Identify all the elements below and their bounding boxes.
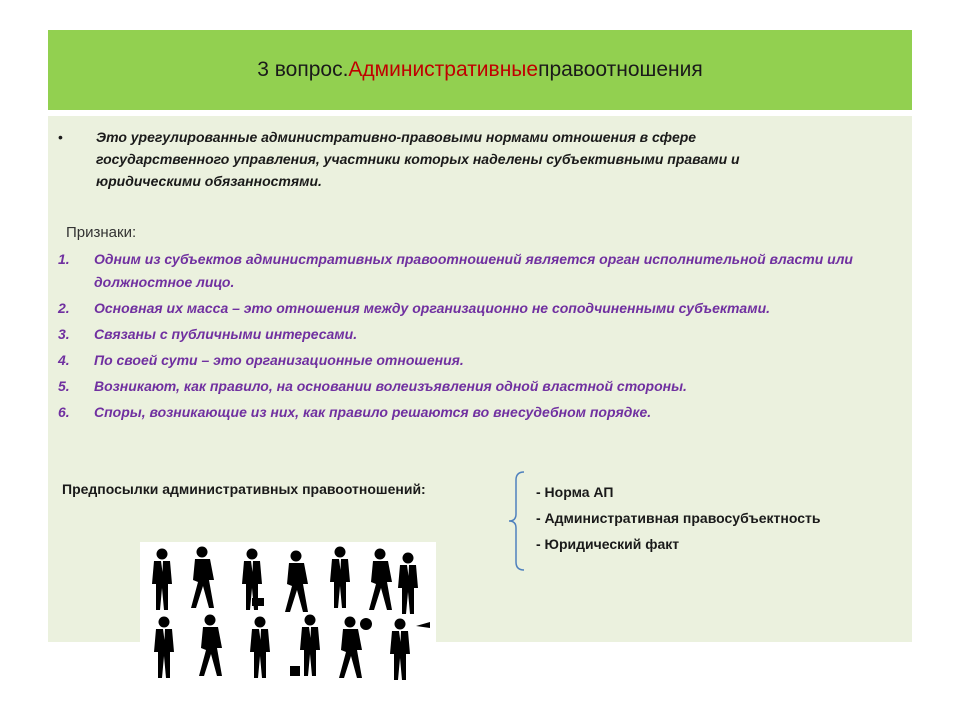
list-number: 5. (58, 378, 70, 394)
list-item (58, 248, 888, 294)
signs-list (58, 248, 888, 427)
list-item (58, 349, 888, 372)
list-text: Возникают, как правило, на основании волеизъявления одной властной стороны. (94, 378, 687, 394)
list-text: Одним из субъектов административных правоотношений является орган исполнительной власти или должностное лицо. (94, 251, 853, 290)
list-text: Основная их масса – это отношения между организационно не соподчиненными субъектами. (94, 300, 771, 316)
signs-label: Признаки: (66, 224, 137, 241)
prerequisites-label: Предпосылки административных правоотношений: (62, 481, 426, 497)
definition-text: Это урегулированные административно-правовыми нормами отношения в сфере государственного управления, участники которых наделены субъективными правами и юридическими обязанностями. (96, 129, 740, 189)
definition-paragraph (58, 126, 822, 192)
list-number: 1. (58, 251, 70, 267)
list-item (58, 375, 888, 398)
bullet-icon: • (58, 129, 63, 145)
slide-title (48, 30, 912, 110)
list-item (58, 297, 888, 320)
title-prefix: 3 вопрос. (257, 58, 349, 81)
list-number: 2. (58, 300, 70, 316)
title-accent: Административные (348, 58, 539, 81)
list-text: По своей сути – это организационные отношения. (94, 352, 464, 368)
list-item: - Норма АП (536, 484, 614, 500)
list-item (58, 323, 888, 346)
list-item: - Административная правосубъектность (536, 510, 821, 526)
prerequisites-list (536, 481, 820, 559)
business-people-silhouettes-icon (140, 542, 436, 682)
list-item (58, 401, 888, 424)
curly-brace-icon (506, 470, 528, 577)
list-number: 3. (58, 326, 70, 342)
list-item: - Юридический факт (536, 536, 680, 552)
list-number: 6. (58, 404, 70, 420)
list-number: 4. (58, 352, 70, 368)
title-suffix: правоотношения (538, 58, 703, 81)
list-text: Связаны с публичными интересами. (94, 326, 358, 342)
list-text: Споры, возникающие из них, как правило решаются во внесудебном порядке. (94, 404, 652, 420)
